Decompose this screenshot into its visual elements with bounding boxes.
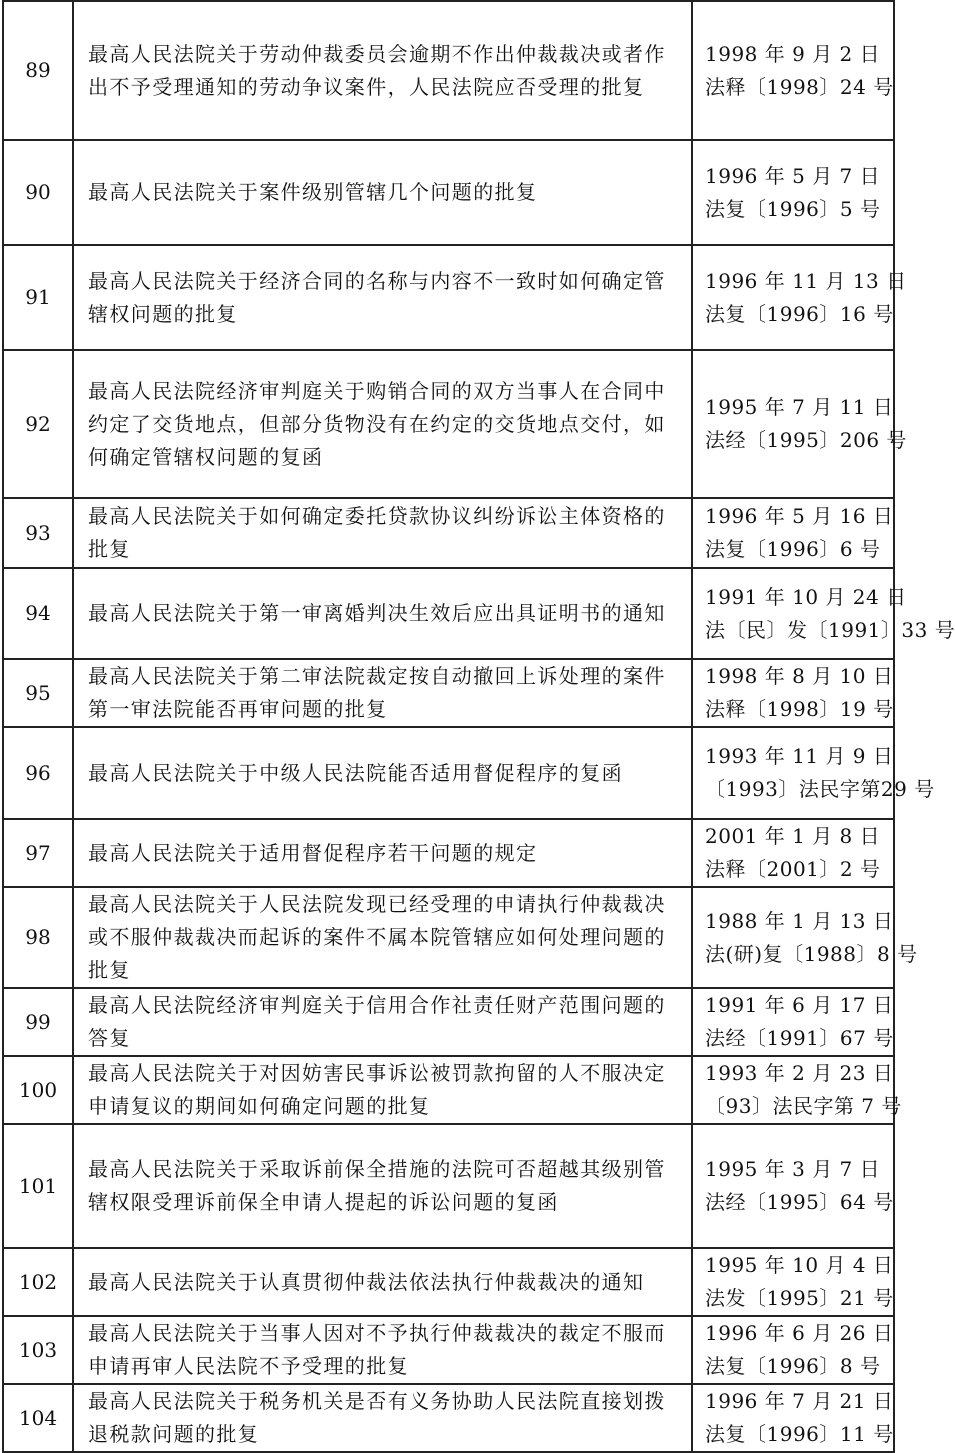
issue-info [692, 1124, 894, 1248]
row-number: 93 [3, 498, 73, 568]
document-title: 最高人民法院关于税务机关是否有义务协助人民法院直接划拨退税款问题的批复 [73, 1384, 692, 1452]
row-number: 89 [3, 1, 73, 140]
document-title: 最高人民法院关于人民法院发现已经受理的申请执行仲裁裁决或不服仲裁裁决而起诉的案件不属本院管辖应如何处理问题的批复 [73, 887, 692, 988]
table-row [3, 245, 894, 350]
document-number: 法释〔2001〕2 号 [705, 857, 881, 881]
document-number: 法经〔1991〕67 号 [705, 1026, 894, 1050]
document-title: 最高人民法院关于当事人因对不予执行仲裁裁决的裁定不服而申请再审人民法院不予受理的批复 [73, 1316, 692, 1384]
row-number: 100 [3, 1056, 73, 1124]
issue-info [692, 245, 907, 350]
issue-info [692, 1056, 902, 1124]
issue-date: 1996 年 11 月 13 日 [705, 268, 907, 293]
document-number: 法复〔1996〕11 号 [705, 1422, 894, 1446]
document-number: 法复〔1996〕16 号 [705, 301, 894, 326]
table-row [3, 1, 894, 140]
row-number: 90 [3, 140, 73, 245]
table-row [3, 498, 894, 568]
document-title: 最高人民法院关于劳动仲裁委员会逾期不作出仲裁裁决或者作出不予受理通知的劳动争议案件，人民法院应否受理的批复 [73, 1, 692, 140]
table-row [3, 1316, 894, 1384]
row-number: 104 [3, 1384, 73, 1452]
issue-info [692, 887, 918, 988]
document-title: 最高人民法院关于认真贯彻仲裁法依法执行仲裁裁决的通知 [73, 1248, 692, 1316]
row-number: 103 [3, 1316, 73, 1384]
document-number: 法复〔1996〕8 号 [705, 1354, 881, 1378]
row-number: 91 [3, 245, 73, 350]
issue-info [692, 1, 894, 140]
row-number: 98 [3, 887, 73, 988]
document-number: 法释〔1998〕19 号 [705, 697, 894, 721]
document-title: 最高人民法院关于第二审法院裁定按自动撤回上诉处理的案件第一审法院能否再审问题的批复 [73, 659, 692, 727]
table-row [3, 659, 894, 727]
issue-date: 1991 年 10 月 24 日 [705, 584, 907, 609]
issue-info [692, 659, 894, 727]
issue-date: 1995 年 3 月 7 日 [705, 1157, 881, 1181]
row-number: 92 [3, 350, 73, 498]
document-title: 最高人民法院关于中级人民法院能否适用督促程序的复函 [73, 727, 692, 819]
issue-date: 2001 年 1 月 8 日 [705, 824, 881, 848]
issue-info [692, 819, 894, 887]
table-row [3, 350, 894, 498]
document-title: 最高人民法院关于案件级别管辖几个问题的批复 [73, 140, 692, 245]
issue-info [692, 568, 955, 659]
row-number: 97 [3, 819, 73, 887]
document-title: 最高人民法院关于对因妨害民事诉讼被罚款拘留的人不服决定申请复议的期间如何确定问题的批复 [73, 1056, 692, 1124]
document-number: 法经〔1995〕206 号 [705, 428, 907, 452]
document-title: 最高人民法院关于第一审离婚判决生效后应出具证明书的通知 [73, 568, 692, 659]
row-number: 96 [3, 727, 73, 819]
row-number: 99 [3, 988, 73, 1056]
document-title: 最高人民法院经济审判庭关于购销合同的双方当事人在合同中约定了交货地点，但部分货物没有在约定的交货地点交付，如何确定管辖权问题的复函 [73, 350, 692, 498]
document-title: 最高人民法院关于适用督促程序若干问题的规定 [73, 819, 692, 887]
issue-date: 1996 年 6 月 26 日 [705, 1321, 894, 1345]
table-row [3, 1384, 894, 1452]
issue-info [692, 140, 894, 245]
issue-date: 1996 年 5 月 16 日 [705, 504, 894, 528]
issue-date: 1995 年 7 月 11 日 [705, 395, 894, 419]
regulation-table [2, 0, 955, 1453]
document-title: 最高人民法院关于经济合同的名称与内容不一致时如何确定管辖权问题的批复 [73, 245, 692, 350]
issue-info [692, 727, 935, 819]
issue-date: 1988 年 1 月 13 日 [705, 908, 894, 933]
table-row [3, 727, 894, 819]
table-row [3, 1248, 894, 1316]
document-title: 最高人民法院经济审判庭关于信用合作社责任财产范围问题的答复 [73, 988, 692, 1056]
document-number: 法释〔1998〕24 号 [705, 74, 894, 99]
row-number: 94 [3, 568, 73, 659]
document-number: 法发〔1995〕21 号 [705, 1286, 894, 1310]
issue-date: 1996 年 5 月 7 日 [705, 163, 881, 188]
table-row [3, 819, 894, 887]
document-number: 法(研)复〔1988〕8 号 [705, 941, 918, 966]
document-number: 法复〔1996〕5 号 [705, 196, 881, 221]
table-row [3, 568, 894, 659]
issue-date: 1998 年 8 月 10 日 [705, 664, 894, 688]
table-row [3, 1056, 894, 1124]
issue-info [692, 1316, 894, 1384]
issue-date: 1991 年 6 月 17 日 [705, 993, 894, 1017]
issue-date: 1995 年 10 月 4 日 [705, 1253, 894, 1277]
document-number: 〔93〕法民字第 7 号 [705, 1094, 902, 1118]
issue-date: 1996 年 7 月 21 日 [705, 1389, 894, 1413]
document-title: 最高人民法院关于采取诉前保全措施的法院可否超越其级别管辖权限受理诉前保全申请人提起的诉讼问题的复函 [73, 1124, 692, 1248]
issue-info [692, 1248, 894, 1316]
document-title: 最高人民法院关于如何确定委托贷款协议纠纷诉讼主体资格的批复 [73, 498, 692, 568]
issue-date: 1993 年 2 月 23 日 [705, 1061, 894, 1085]
issue-info [692, 350, 907, 498]
table-row [3, 140, 894, 245]
table-row [3, 1124, 894, 1248]
issue-date: 1993 年 11 月 9 日 [705, 744, 894, 768]
table-row [3, 988, 894, 1056]
row-number: 95 [3, 659, 73, 727]
document-number: 〔1993〕法民字第29 号 [705, 777, 935, 801]
document-number: 法〔民〕发〔1991〕33 号 [705, 617, 955, 642]
issue-date: 1998 年 9 月 2 日 [705, 41, 881, 66]
row-number: 102 [3, 1248, 73, 1316]
row-number: 101 [3, 1124, 73, 1248]
issue-info [692, 988, 894, 1056]
issue-info [692, 1384, 894, 1452]
issue-info [692, 498, 894, 568]
document-number: 法复〔1996〕6 号 [705, 537, 881, 561]
table-row [3, 887, 894, 988]
document-number: 法经〔1995〕64 号 [705, 1190, 894, 1214]
